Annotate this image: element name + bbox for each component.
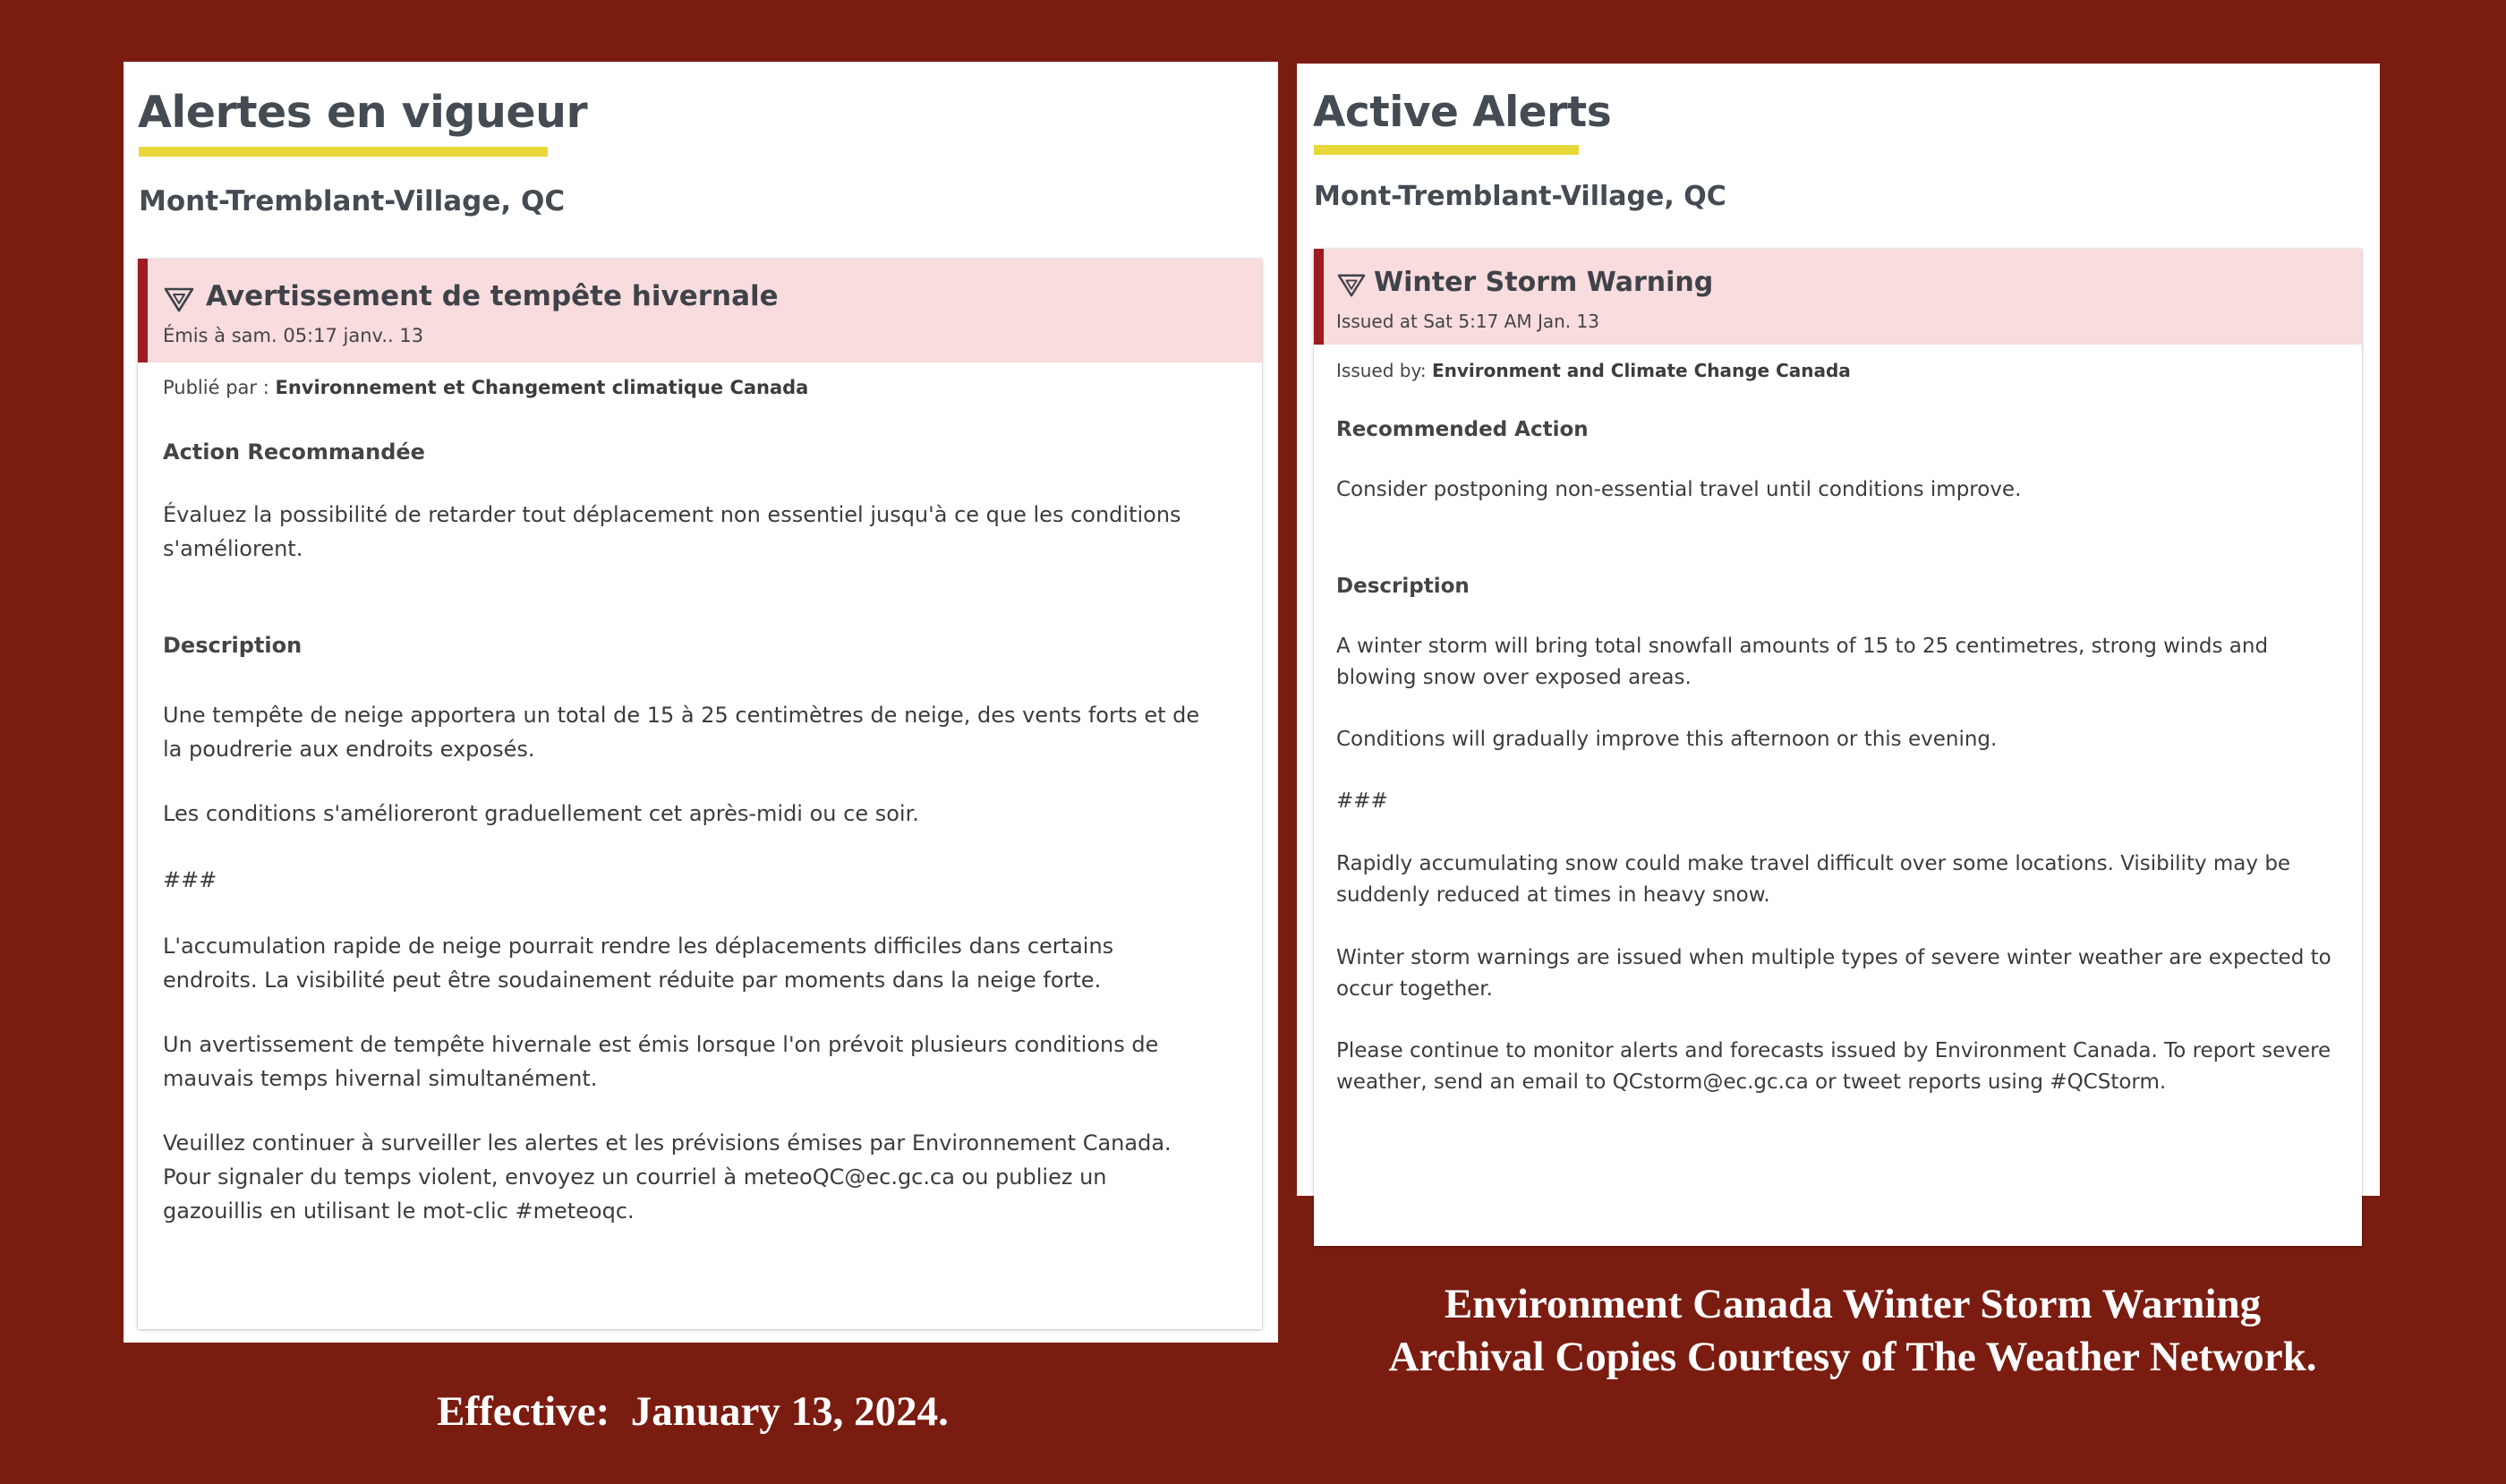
location-heading: Mont-Tremblant-Village, QC bbox=[1314, 181, 1726, 212]
description-line: Winter storm warnings are issued when multiple types of severe winter weather are expected to bbox=[1336, 946, 2331, 969]
recommended-action-heading: Recommended Action bbox=[1336, 418, 1589, 441]
alert-card bbox=[1314, 249, 2362, 1246]
alert-title: Winter Storm Warning bbox=[1374, 267, 1714, 298]
description-line: Pour signaler du temps violent, envoyez un courriel à meteoQC@ec.gc.ca ou publiez un bbox=[163, 1164, 1107, 1190]
alert-card bbox=[138, 259, 1262, 1329]
description-line: gazouillis en utilisant le mot-clic #meteoqc. bbox=[163, 1198, 635, 1224]
publisher-line bbox=[163, 377, 808, 398]
description-line: blowing snow over exposed areas. bbox=[1336, 666, 1692, 689]
publisher-label: Issued by: bbox=[1336, 360, 1432, 381]
alert-panel-fr bbox=[124, 62, 1278, 1343]
description-line: A winter storm will bring total snowfall amounts of 15 to 25 centimetres, strong winds and bbox=[1336, 635, 2269, 658]
alert-card-header[interactable] bbox=[1314, 249, 2362, 345]
publisher-line bbox=[1336, 360, 1851, 381]
description-line: la poudrerie aux endroits exposés. bbox=[163, 737, 535, 762]
recommended-action-heading: Action Recommandée bbox=[163, 439, 425, 465]
title-underline bbox=[1314, 145, 1579, 155]
description-line: Les conditions s'amélioreront graduellement cet après-midi ou ce soir. bbox=[163, 801, 919, 826]
description-line: endroits. La visibilité peut être soudainement réduite par moments dans la neige forte. bbox=[163, 968, 1102, 993]
description-line: Rapidly accumulating snow could make travel difficult over some locations. Visibility may be bbox=[1336, 852, 2291, 875]
page-title: Alertes en vigueur bbox=[138, 87, 588, 138]
location-heading: Mont-Tremblant-Village, QC bbox=[139, 185, 566, 217]
title-underline bbox=[139, 147, 548, 157]
archive-caption-line1: Environment Canada Winter Storm Warning bbox=[1444, 1281, 2262, 1327]
recommended-action-line: s'améliorent. bbox=[163, 536, 303, 561]
description-line: L'accumulation rapide de neige pourrait rendre les déplacements difficiles dans certains bbox=[163, 934, 1114, 959]
issued-time: Émis à sam. 05:17 janv.. 13 bbox=[163, 325, 424, 346]
description-line: weather, send an email to QCstorm@ec.gc.ca or tweet reports using #QCStorm. bbox=[1336, 1070, 2167, 1094]
archive-caption-line2: Archival Copies Courtesy of The Weather Network. bbox=[1388, 1334, 2317, 1380]
description-line: Une tempête de neige apportera un total de 15 à 25 centimètres de neige, des vents forts et de bbox=[163, 703, 1200, 728]
alert-panel-en bbox=[1297, 64, 2380, 1196]
description-line: mauvais temps hivernal simultanément. bbox=[163, 1066, 598, 1091]
recommended-action-line: Évaluez la possibilité de retarder tout déplacement non essentiel jusqu'à ce que les conditions bbox=[163, 502, 1181, 527]
page-title: Active Alerts bbox=[1313, 88, 1612, 137]
effective-date-caption: Effective: January 13, 2024. bbox=[437, 1388, 949, 1435]
publisher-label: Publié par : bbox=[163, 377, 276, 398]
description-line: Conditions will gradually improve this afternoon or this evening. bbox=[1336, 728, 1998, 751]
description-heading: Description bbox=[163, 633, 303, 658]
description-line: suddenly reduced at times in heavy snow. bbox=[1336, 883, 1770, 907]
description-line: occur together. bbox=[1336, 977, 1493, 1001]
recommended-action-text: Consider postponing non-essential travel until conditions improve. bbox=[1336, 478, 2022, 501]
warning-triangle-icon bbox=[1336, 272, 1367, 299]
warning-triangle-icon bbox=[163, 286, 195, 314]
description-line: Veuillez continuer à surveiller les alertes et les prévisions émises par Environnement Canada. bbox=[163, 1130, 1172, 1156]
publisher-name: Environnement et Changement climatique Canada bbox=[275, 377, 809, 398]
publisher-name: Environment and Climate Change Canada bbox=[1431, 360, 1851, 381]
issued-time: Issued at Sat 5:17 AM Jan. 13 bbox=[1336, 311, 1599, 332]
alert-card-header[interactable] bbox=[138, 259, 1262, 362]
description-line: ### bbox=[163, 867, 217, 892]
description-line: ### bbox=[1336, 789, 1388, 813]
alert-title: Avertissement de tempête hivernale bbox=[206, 280, 779, 312]
description-line: Un avertissement de tempête hivernale est émis lorsque l'on prévoit plusieurs conditions de bbox=[163, 1032, 1159, 1057]
description-line: Please continue to monitor alerts and forecasts issued by Environment Canada. To report severe bbox=[1336, 1039, 2331, 1062]
description-heading: Description bbox=[1336, 575, 1470, 598]
